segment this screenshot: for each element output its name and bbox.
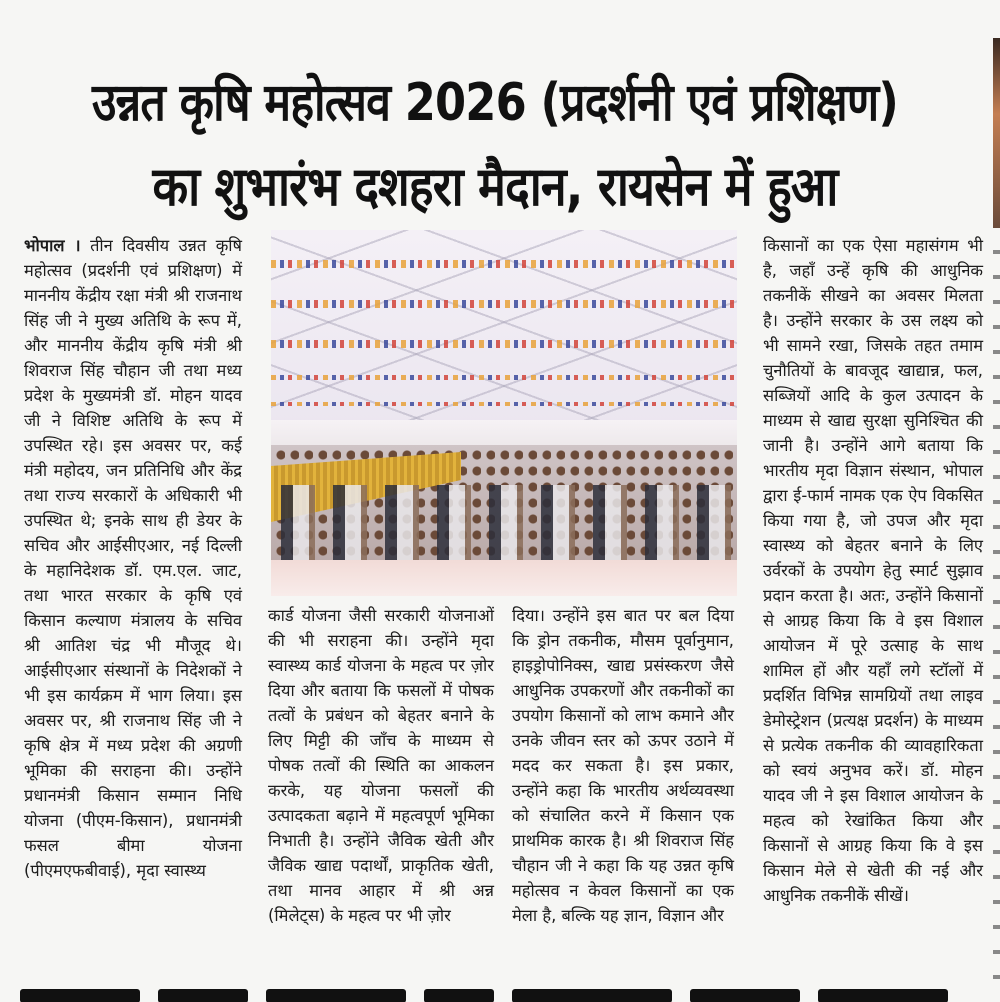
dignitaries-row <box>271 485 737 565</box>
bunting-decoration <box>271 260 737 268</box>
bunting-decoration <box>271 375 737 380</box>
article-column-3 <box>512 603 734 928</box>
adjacent-article-edge <box>993 240 1000 1000</box>
article-column-1 <box>24 233 242 883</box>
adjacent-photo-edge <box>993 38 1000 228</box>
bunting-decoration <box>271 340 737 348</box>
column-2-text: कार्ड योजना जैसी सरकारी योजनाओं की भी सराहना की। उन्होंने मृदा स्वास्थ्य कार्ड योजना के महत्व पर ज़ोर दिया और बताया कि फसलों में पोषक तत्वों के प्रबंधन को बेहतर बनाने के लिए मिट्टी की जाँच के माध्यम से पोषक तत्वों की स्थिति का आकलन करके, यह योजना फसलों की उत्पादकता बढ़ाने में महत्वपूर्ण भूमिका निभाती है। उन्होंने जैविक खेती और जैविक खाद्य पदार्थों, प्राकृतिक खेती, तथा मानव आहार में श्री अन्न (मिलेट्स) के महत्व पर भी ज़ोर <box>268 606 494 925</box>
column-3-text: दिया। उन्होंने इस बात पर बल दिया कि ड्रोन तकनीक, मौसम पूर्वानुमान, हाइड्रोपोनिक्स, खाद्य प्रसंस्करण जैसे आधुनिक उपकरणों और तकनीकों का उपयोग किसानों को लाभ कमाने और उनके जीवन स्तर को ऊपर उठाने में मदद कर सकता है। इस प्रकार, उन्होंने कहा कि भारतीय अर्थव्यवस्था को संचालित करने में किसान एक प्राथमिक कारक है। श्री शिवराज सिंह चौहान जी ने कहा कि यह उन्नत कृषि महोत्सव न केवल किसानों का एक मेला है, बल्कि यह ज्ञान, विज्ञान और <box>512 606 734 925</box>
article-column-4 <box>763 233 983 908</box>
headline-line-2: का शुभारंभ दशहरा मैदान, रायसेन में हुआ <box>152 155 838 219</box>
dateline: भोपाल । <box>24 236 81 255</box>
event-photo <box>271 230 737 596</box>
bunting-decoration <box>271 300 737 308</box>
headline <box>0 61 990 229</box>
article-column-2 <box>268 603 494 928</box>
column-4-text: किसानों का एक ऐसा महासंगम भी है, जहाँ उन्हें कृषि की आधुनिक तकनीकें सीखने का अवसर मिलता है। उन्होंने सरकार के उस लक्ष्य को भी सामने रखा, जिसके तहत तमाम चुनौतियों के बावजूद खाद्यान्न, फल, सब्जियों आदि के कुल उत्पादन के माध्यम से खाद्य सुरक्षा सुनिश्चित की जानी है। उन्होंने आगे बताया कि भारतीय मृदा विज्ञान संस्थान, भोपाल द्वारा ई-फार्म नामक एक ऐप विकसित किया गया है, जो उपज और मृदा स्वास्थ्य को बेहतर बनाने के लिए उर्वरकों के उपयोग हेतु स्मार्ट सुझाव प्रदान करता है। अतः, उन्होंने किसानों से आग्रह किया कि वे इस विशाल आयोजन में पूरे उत्साह के साथ शामिल हों और यहाँ लगे स्टॉलों में प्रदर्शित विभिन्न सामग्रियों तथा लाइव डेमोस्ट्रेशन (प्रत्यक्ष प्रदर्शन) के माध्यम से प्रत्येक तकनीक की व्यावहारिकता को स्वयं अनुभव करें। डॉ. मोहन यादव जी ने इस विशाल आयोजन के महत्व को रेखांकित किया और किसानों से आग्रह किया कि वे इस किसान मेले से खेती की नई और आधुनिक तकनीकें सीखें। <box>763 236 983 905</box>
front-seats <box>271 560 737 596</box>
column-1-text: तीन दिवसीय उन्नत कृषि महोत्सव (प्रदर्शनी एवं प्रशिक्षण) में माननीय केंद्रीय रक्षा मंत्री श्री राजनाथ सिंह जी ने मुख्य अतिथि के रूप में, और माननीय केंद्रीय कृषि मंत्री श्री शिवराज सिंह चौहान जी तथा मध्य प्रदेश के मुख्यमंत्री डॉ. मोहन यादव जी ने विशिष्ट अतिथि के रूप में उपस्थित रहे। इस अवसर पर, कई मंत्री महोदय, जन प्रतिनिधि और केंद्र तथा राज्य सरकारों के अधिकारी भी उपस्थित थे; इनके साथ ही डेयर के सचिव और आईसीएआर, नई दिल्ली के महानिदेशक डॉ. एम.एल. जाट, तथा भारत सरकार के कृषि एवं किसान कल्याण मंत्रालय के सचिव श्री आतिश चंद्र भी मौजूद थे। आईसीएआर संस्थानों के निदेशकों ने भी इस कार्यक्रम में भाग लिया। इस अवसर पर, श्री राजनाथ सिंह जी ने कृषि क्षेत्र में मध्य प्रदेश की अग्रणी भूमिका की सराहना की। उन्होंने प्रधानमंत्री किसान सम्मान निधि योजना (पीएम-किसान), प्रधानमंत्री फसल बीमा योजना (पीएमएफबीवाई), मृदा स्वास्थ्य <box>24 236 243 880</box>
bunting-decoration <box>271 402 737 406</box>
headline-line-1: उन्नत कृषि महोत्सव 2026 (प्रदर्शनी एवं प्रशिक्षण) <box>92 73 898 134</box>
